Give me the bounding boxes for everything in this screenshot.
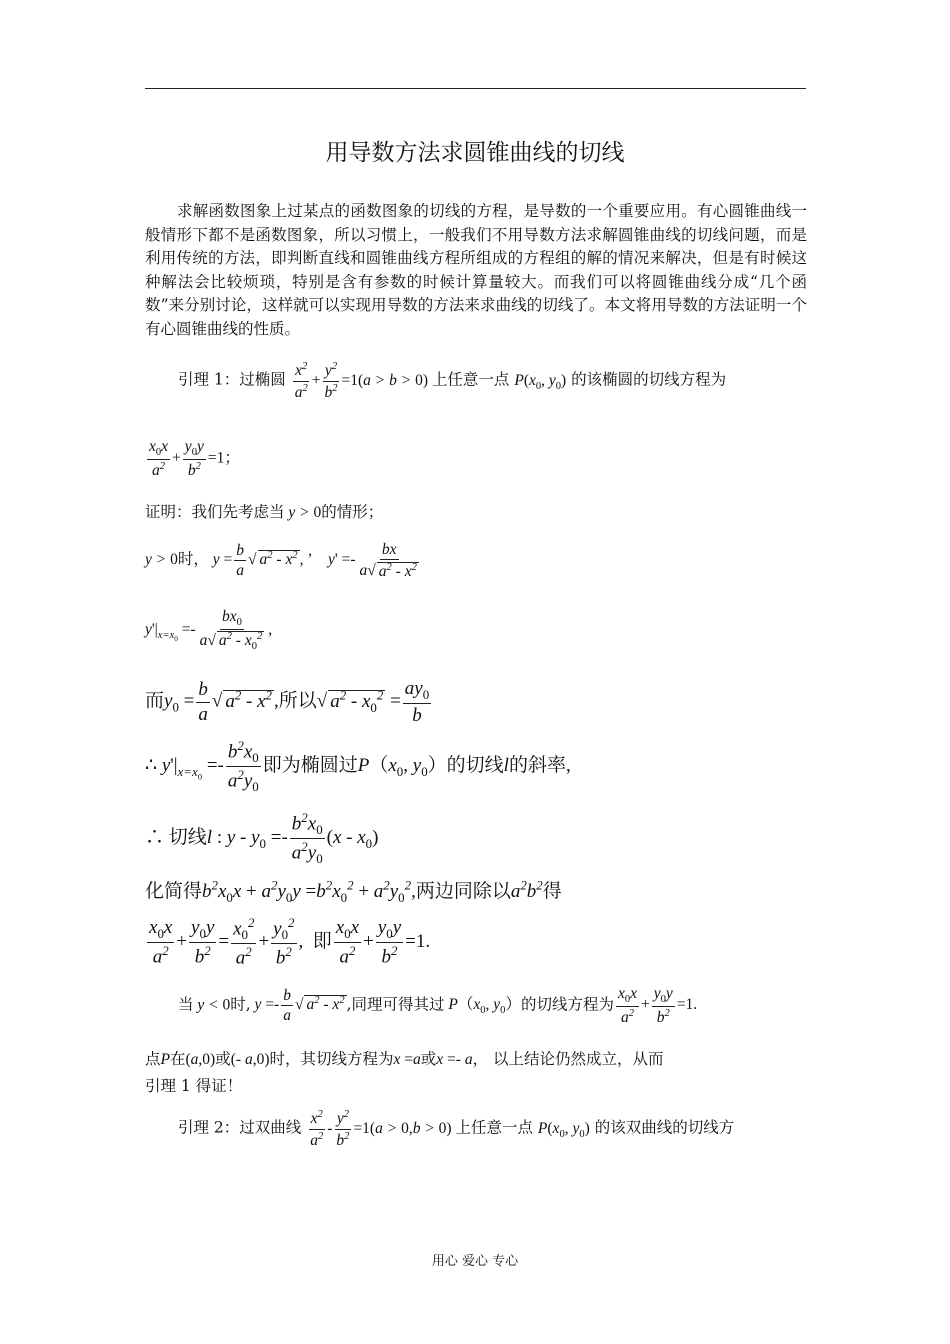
proof-step-8: 当 y < 0时, y =- $\frac{b}{a}$ √ $a^2 - x^2$ ,同理可得其过 $P(x_0$, $y_0$）的切线方程为 $\frac{x_0x}{a^2}$ + $\frac{y_0y}{b^2}$ =1. — [178, 985, 698, 1027]
proof-start: 证明：我们先考虑当 y > 0的情形； — [145, 503, 384, 521]
ellipse-equation: $\frac{x^2}{a^2}$ + $\frac{y^2}{b^2}$ =1(a > b > 0) — [294, 361, 429, 401]
proof-step-9: 点P在(a,0)或(- a,0)时，其切线方程为x =a或x =- a， 以上结论仍然成立，从而 — [145, 1050, 664, 1068]
proof-step-2: $y'|_{x=x_0}$ =- $\frac{bx_0}{a√ a^2 - x_0^2}$ , — [145, 608, 273, 653]
lemma1-prefix: 引理 1：过椭圆 — [178, 370, 286, 389]
proof-step-5: ∴ 切线l : y - $y_0$ =- $\frac{b^2x_0}{a^2y_0}$ $(x - x_0)$ — [145, 810, 379, 867]
point-p-2: $P(x_0$, $y_0$) — [537, 1119, 590, 1140]
lemma2-mid: 上任意一点 — [455, 1118, 533, 1137]
lemma2-prefix: 引理 2：过双曲线 — [178, 1118, 302, 1137]
proof-step-4: ∴ $y'|_{x=x_0}$ =- $\frac{b^2x_0}{a^2y_0}$ 即为椭圆过$P(x_0$, $y_0$）的切线l的斜率, — [145, 738, 571, 795]
page-title: 用导数方法求圆锥曲线的切线 — [325, 140, 625, 166]
intro-paragraph: 求解函数图象上过某点的函数图象的切线的方程，是导数的一个重要应用。有心圆锥曲线一般情形下都不是函数图象，所以习惯上，一般我们不用导数方法求解圆锥曲线的切线问题，而是利用传统的方法，即判断直线和圆锥曲线方程所组成的方程组的解的情况来解决，但是有时候这种解法会比较烦琐，特别是含有参数的时候计算量较大。而我们可以将圆锥曲线分成“几个函数”来分别讨论，这样就可以实现用导数的方法来求曲线的切线了。本文将用导数的方法证明一个有心圆锥曲线的性质。 — [145, 202, 807, 338]
page-footer: 用心 爱心 专心 — [431, 1254, 519, 1269]
lemma1-mid: 上任意一点 — [431, 370, 510, 389]
lemma2-line — [178, 1108, 734, 1150]
proof-step-1: y > 0时， y = $\frac{b}{a}$ √ $a^2 - x^2$ , ’ y' =- $\frac{bx}{a√ a^2 - x^2}$ — [145, 541, 417, 580]
proof-conclusion: 引理 1 得证！ — [145, 1077, 243, 1095]
hyperbola-equation: $\frac{x^2}{a^2}$ - $\frac{y^2}{b^2}$ =1(a > 0,b > 0) — [310, 1109, 452, 1149]
lemma1-line — [178, 360, 726, 402]
lemma1-suffix: 的该椭圆的切线方程为 — [571, 370, 727, 389]
proof-step-6: 化简得$b^2x_0x + a^2y_0y =b^2x_0^2 + a^2y_0^2$,两边同除以$a^2b^2$得 — [145, 877, 562, 905]
proof-step-3: 而$y_0$ = $\frac{b}{a}$ √ $a^2 - x^2$ ,所以√ $a^2 - x_0^2$ = $\frac{ay_0}{b}$ — [145, 678, 430, 726]
proof-step-7: $\frac{x_0x}{a^2}$ + $\frac{y_0y}{b^2}$ = $\frac{x_0^2}{a^2}$ + $\frac{y_0^2}{b^2}$ , 即 $\frac{x_0x}{a^2}$ + $\frac{y_0y}{b^2}$ =1. — [149, 915, 431, 969]
lemma2-suffix: 的该双曲线的切线方 — [594, 1118, 735, 1137]
header-rule — [145, 88, 806, 89]
point-p: $P(x_0$, $y_0$) — [514, 371, 567, 392]
tangent-equation-ellipse: $\frac{x_0x}{a^2}$ + $\frac{y_0y}{b^2}$ =1； — [149, 438, 240, 480]
